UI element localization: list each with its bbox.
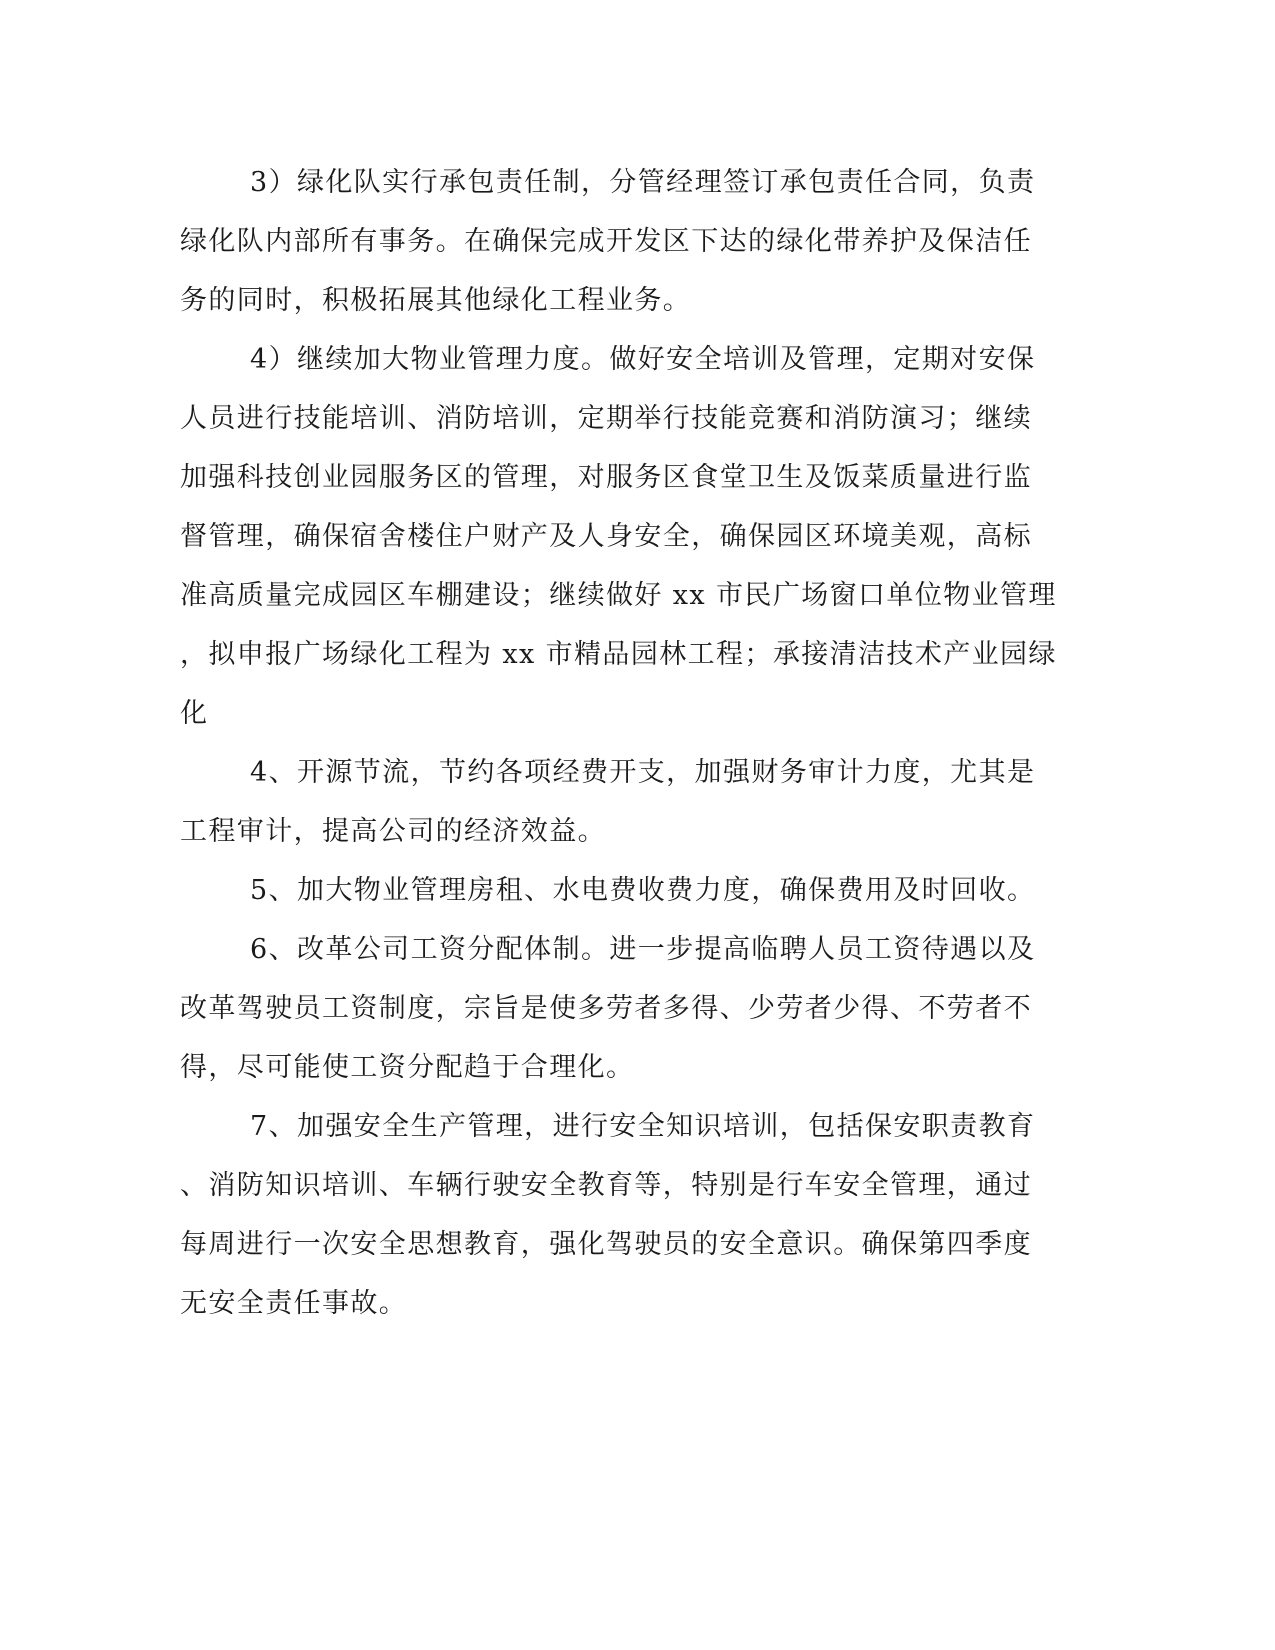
paragraph-wage-reform <box>180 920 1036 1097</box>
document-body <box>180 153 1057 1333</box>
text-line: 改革驾驶员工资制度，宗旨是使多劳者多得、少劳者少得、不劳者不 <box>180 993 1032 1024</box>
text-line: 4、开源节流，节约各项经费开支，加强财务审计力度，尤其是 <box>250 757 1036 788</box>
text-line: 加强科技创业园服务区的管理，对服务区食堂卫生及饭菜质量进行监 <box>180 462 1032 493</box>
text-line: ，拟申报广场绿化工程为 xx 市精品园林工程；承接清洁技术产业园绿 <box>180 639 1057 670</box>
text-line: 、消防知识培训、车辆行驶安全教育等，特别是行车安全管理，通过 <box>180 1170 1032 1201</box>
text-line: 化 <box>180 698 209 729</box>
paragraph-greening-team <box>180 153 1036 330</box>
paragraph-fee-collection <box>180 861 1036 920</box>
text-line: 准高质量完成园区车棚建设；继续做好 xx 市民广场窗口单位物业管理 <box>180 580 1057 611</box>
text-line: 无安全责任事故。 <box>180 1288 408 1319</box>
text-line: 绿化队内部所有事务。在确保完成开发区下达的绿化带养护及保洁任 <box>180 226 1032 257</box>
text-line: 务的同时，积极拓展其他绿化工程业务。 <box>180 285 692 316</box>
text-line: 4）继续加大物业管理力度。做好安全培训及管理，定期对安保 <box>250 344 1036 375</box>
text-line: 督管理，确保宿舍楼住户财产及人身安全，确保园区环境美观，高标 <box>180 521 1032 552</box>
text-line: 工程审计，提高公司的经济效益。 <box>180 816 606 847</box>
text-line: 人员进行技能培训、消防培训，定期举行技能竞赛和消防演习；继续 <box>180 403 1032 434</box>
paragraph-safety-management <box>180 1097 1036 1333</box>
paragraph-cost-saving <box>180 743 1036 861</box>
paragraph-property-management <box>180 330 1057 743</box>
text-line: 7、加强安全生产管理，进行安全知识培训，包括保安职责教育 <box>250 1111 1036 1142</box>
text-line: 5、加大物业管理房租、水电费收费力度，确保费用及时回收。 <box>250 875 1036 906</box>
text-line: 6、改革公司工资分配体制。进一步提高临聘人员工资待遇以及 <box>250 934 1036 965</box>
text-line: 3）绿化队实行承包责任制，分管经理签订承包责任合同，负责 <box>250 167 1036 198</box>
text-line: 每周进行一次安全思想教育，强化驾驶员的安全意识。确保第四季度 <box>180 1229 1032 1260</box>
text-line: 得，尽可能使工资分配趋于合理化。 <box>180 1052 635 1083</box>
